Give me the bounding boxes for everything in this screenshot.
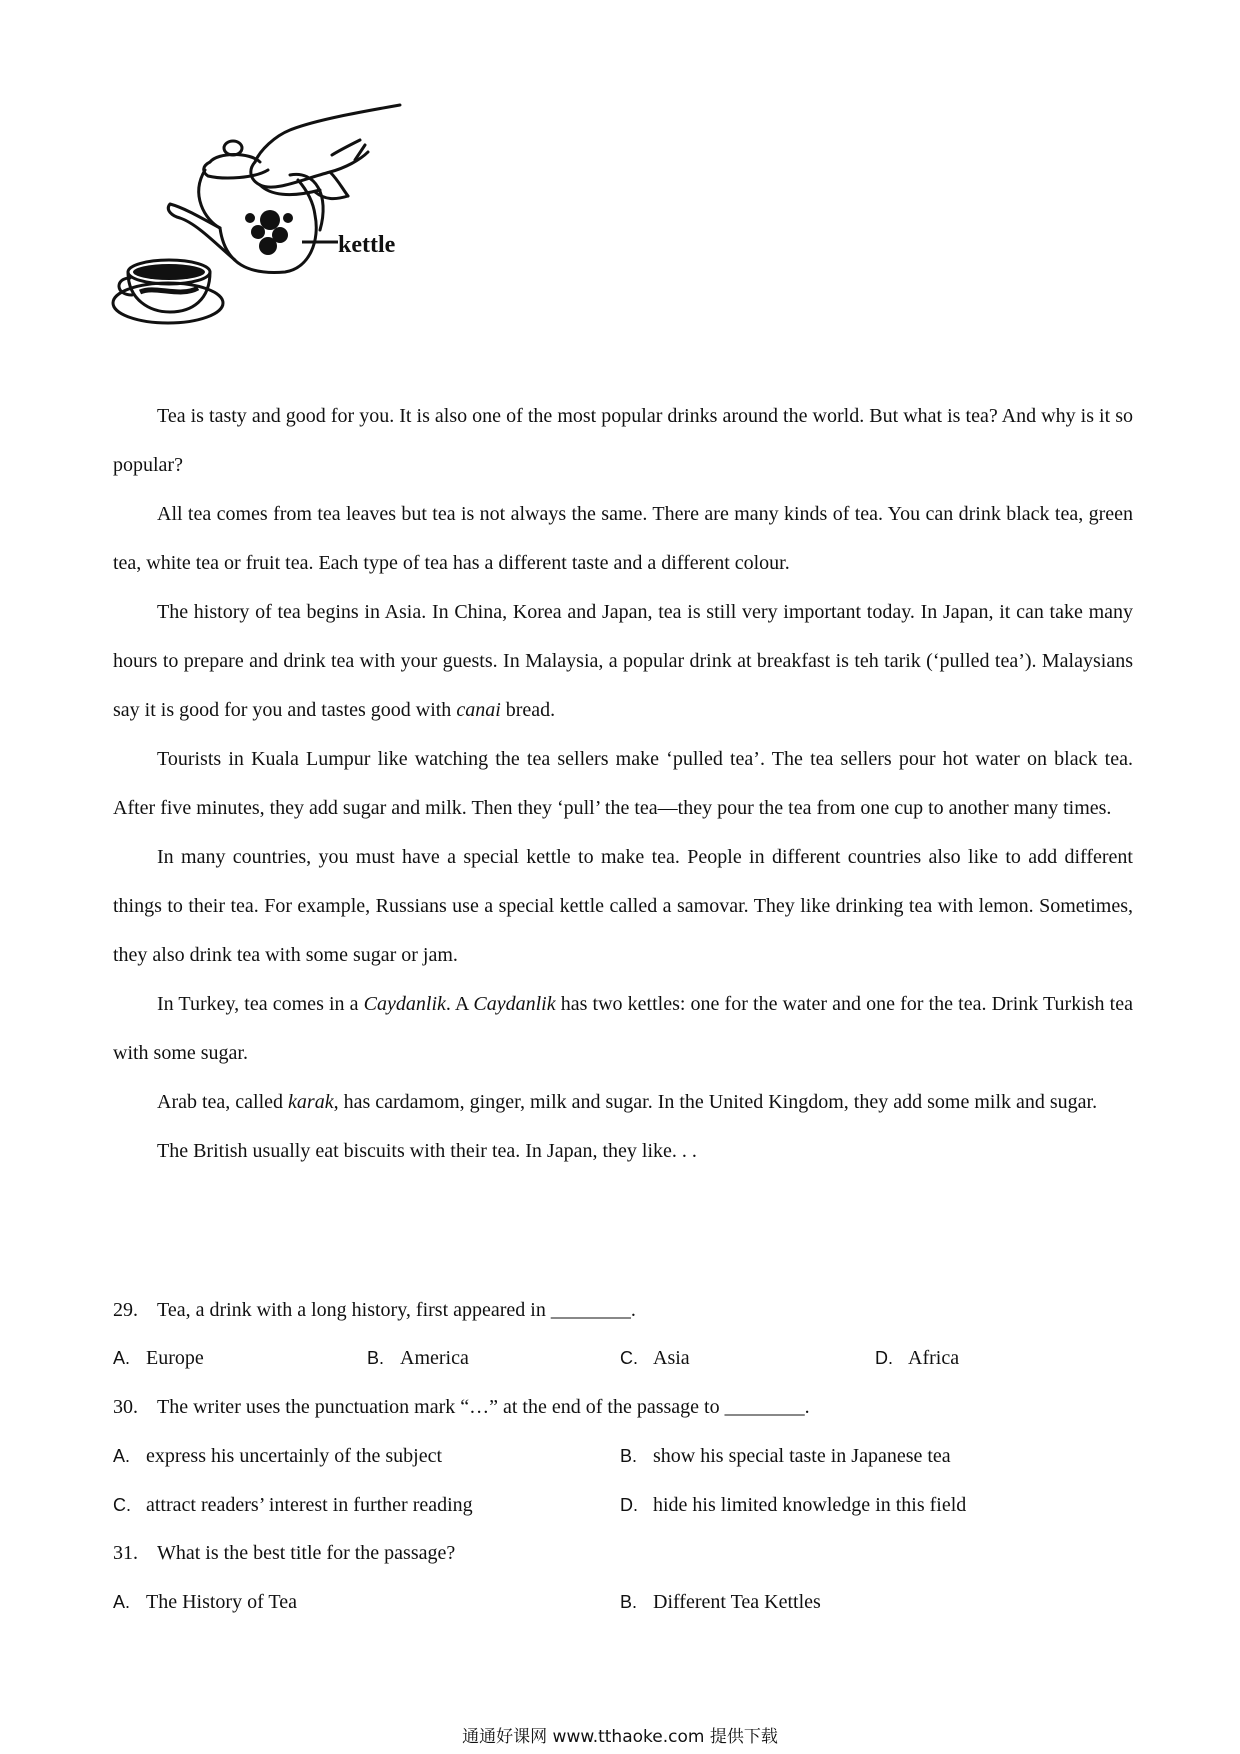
q29-option-b[interactable]: B. America bbox=[367, 1347, 469, 1369]
question-stem: The writer uses the punctuation mark “…” at the end of the passage to ________. bbox=[157, 1396, 810, 1418]
passage-paragraph bbox=[113, 1127, 1133, 1176]
kettle-label: kettle bbox=[338, 232, 396, 258]
passage-paragraph bbox=[113, 980, 1133, 1078]
italic-term: Caydanlik bbox=[473, 993, 556, 1015]
question-29 bbox=[113, 1295, 636, 1325]
reading-passage bbox=[113, 392, 1133, 1176]
q31-option-a[interactable]: A. The History of Tea bbox=[113, 1591, 297, 1613]
question-number: 31. bbox=[113, 1542, 138, 1564]
passage-paragraph bbox=[113, 735, 1133, 833]
paragraph-text: All tea comes from tea leaves but tea is not always the same. There are many kinds of tea. You can drink black tea, green tea, white tea or fruit tea. Each type of tea has a different taste and a different colour. bbox=[113, 503, 1133, 574]
paragraph-text: , has cardamom, ginger, milk and sugar. In the United Kingdom, they add some milk and sugar. bbox=[333, 1091, 1098, 1113]
paragraph-text: . A bbox=[445, 993, 474, 1015]
passage-paragraph bbox=[113, 833, 1133, 980]
italic-term: karak bbox=[288, 1091, 334, 1113]
italic-term: canai bbox=[456, 699, 501, 721]
paragraph-text: The British usually eat biscuits with their tea. In Japan, they like. . . bbox=[157, 1140, 697, 1162]
q30-option-b[interactable]: B. show his special taste in Japanese tea bbox=[620, 1445, 951, 1467]
q31-option-b[interactable]: B. Different Tea Kettles bbox=[620, 1591, 821, 1613]
q30-option-d[interactable]: D. hide his limited knowledge in this field bbox=[620, 1494, 967, 1516]
paragraph-text: In many countries, you must have a special kettle to make tea. People in different countries also like to add different things to their tea. For example, Russians use a special kettle called a samovar. They like drinking tea with lemon. Sometimes, they also drink tea with some sugar or jam. bbox=[113, 846, 1133, 966]
question-number: 30. bbox=[113, 1396, 138, 1418]
paragraph-text: Arab tea, called bbox=[157, 1091, 289, 1113]
passage-paragraph bbox=[113, 490, 1133, 588]
question-stem: What is the best title for the passage? bbox=[157, 1542, 456, 1564]
question-31 bbox=[113, 1538, 455, 1568]
paragraph-text: The history of tea begins in Asia. In China, Korea and Japan, tea is still very important today. In Japan, it can take many hours to prepare and drink tea with your guests. In Malaysia, a popular drink at breakfast is teh tarik (‘pulled tea’). Malaysians say it is good for you and tastes good with bbox=[113, 601, 1133, 721]
q29-option-d[interactable]: D. Africa bbox=[875, 1347, 960, 1369]
paragraph-text: Tourists in Kuala Lumpur like watching the tea sellers make ‘pulled tea’. The tea sellers pour hot water on black tea. After five minutes, they add sugar and milk. Then they ‘pull’ the tea—they pour the tea from one cup to another many times. bbox=[113, 748, 1133, 819]
passage-paragraph bbox=[113, 588, 1133, 735]
q30-option-a[interactable]: A. express his uncertainly of the subject bbox=[113, 1445, 443, 1467]
question-30 bbox=[113, 1392, 810, 1422]
paragraph-text: In Turkey, tea comes in a bbox=[157, 993, 364, 1015]
passage-paragraph bbox=[113, 1078, 1133, 1127]
q30-option-c[interactable]: C. attract readers’ interest in further reading bbox=[113, 1494, 473, 1516]
paragraph-text: bread. bbox=[500, 699, 556, 721]
passage-paragraph bbox=[113, 392, 1133, 490]
q29-option-c[interactable]: C. Asia bbox=[620, 1347, 690, 1369]
paragraph-text: Tea is tasty and good for you. It is also one of the most popular drinks around the world. But what is tea? And why is it so popular? bbox=[113, 405, 1133, 476]
question-number: 29. bbox=[113, 1299, 138, 1321]
page-footer: 通通好课网 www.tthaoke.com 提供下载 bbox=[462, 1727, 778, 1747]
paragraph-text: has two kettles: one for the water and one for the tea. Drink Turkish tea with some sugar. bbox=[113, 993, 1133, 1064]
q29-option-a[interactable]: A. Europe bbox=[113, 1347, 204, 1369]
italic-term: Caydanlik bbox=[363, 993, 446, 1015]
question-stem: Tea, a drink with a long history, first appeared in ________. bbox=[157, 1299, 636, 1321]
tea-kettle-illustration bbox=[110, 100, 440, 370]
